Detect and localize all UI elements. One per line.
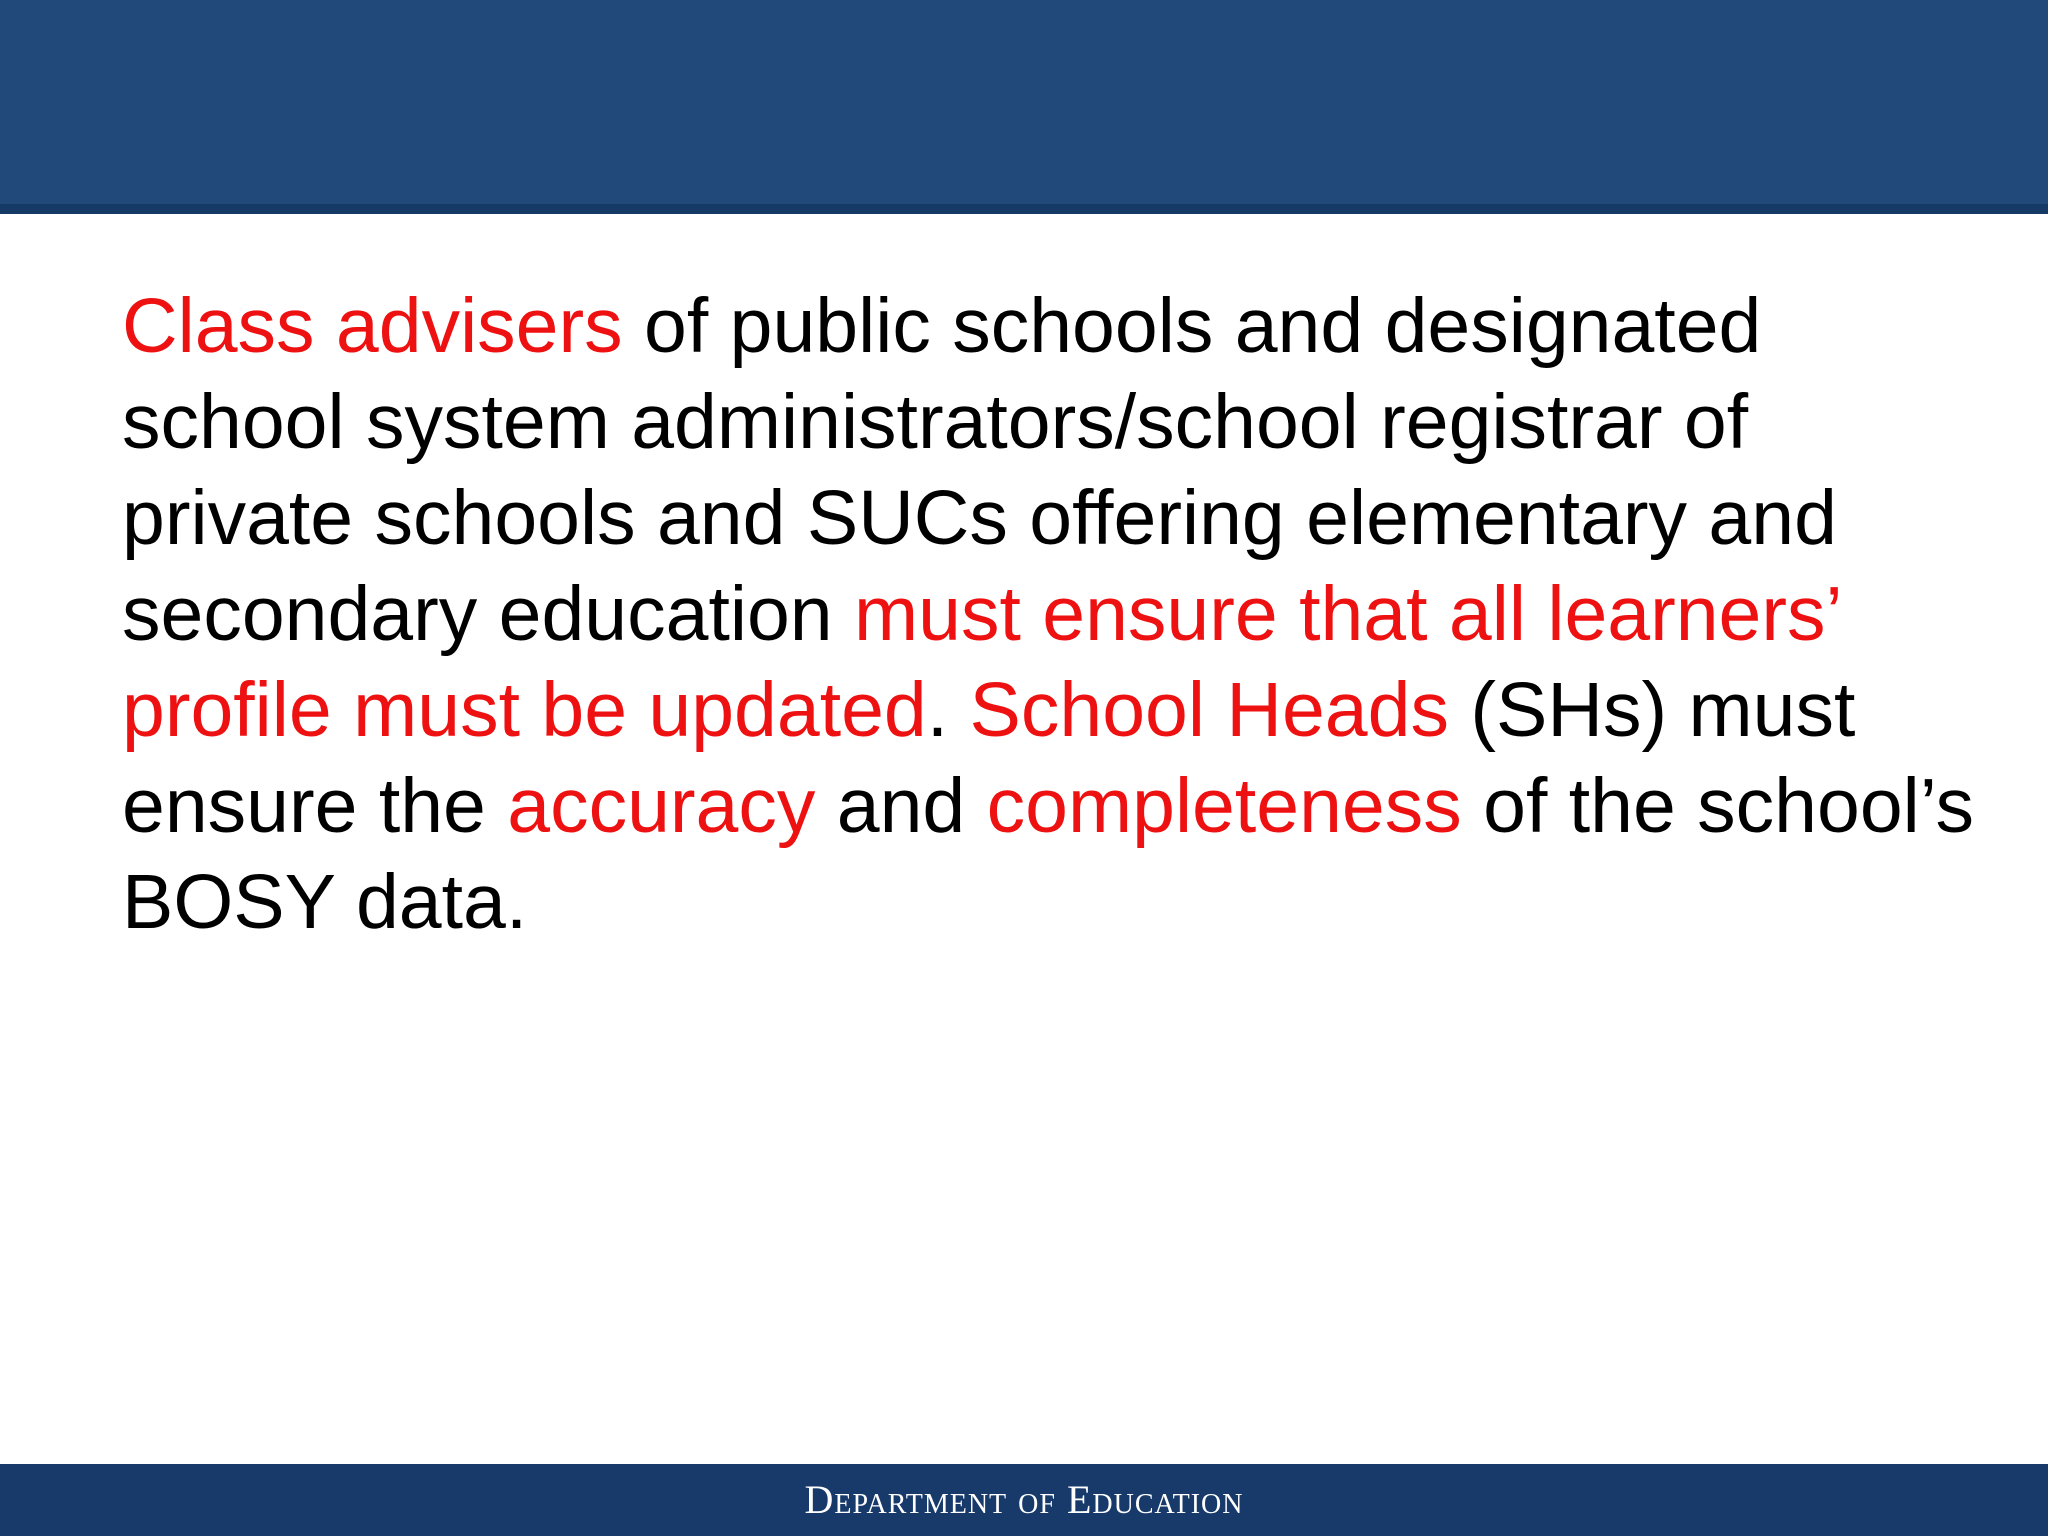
highlight-must-ensure-profile: must ensure that all learners’ profile must be updated	[122, 571, 1840, 753]
body-text-segment: .	[926, 667, 970, 753]
body-text-segment: and	[815, 763, 987, 849]
highlight-school-heads: School Heads	[969, 667, 1449, 753]
highlight-class-advisers: Class advisers	[122, 283, 623, 369]
highlight-accuracy: accuracy	[507, 763, 816, 849]
body-text-segment: of public schools and designated school system administrators/school registrar of private schools and SUCs offering elementary and secondary education	[122, 283, 1837, 657]
highlight-completeness: completeness	[986, 763, 1462, 849]
slide-body-text	[122, 278, 1982, 950]
header-band	[0, 0, 2048, 204]
body-text-segment: of the school’s BOSY data.	[122, 763, 1974, 945]
footer-band	[0, 1464, 2048, 1536]
header-divider	[0, 204, 2048, 214]
body-text-segment: (SHs) must ensure the	[122, 667, 1856, 849]
footer-department-label: Department of Education	[804, 1477, 1244, 1522]
